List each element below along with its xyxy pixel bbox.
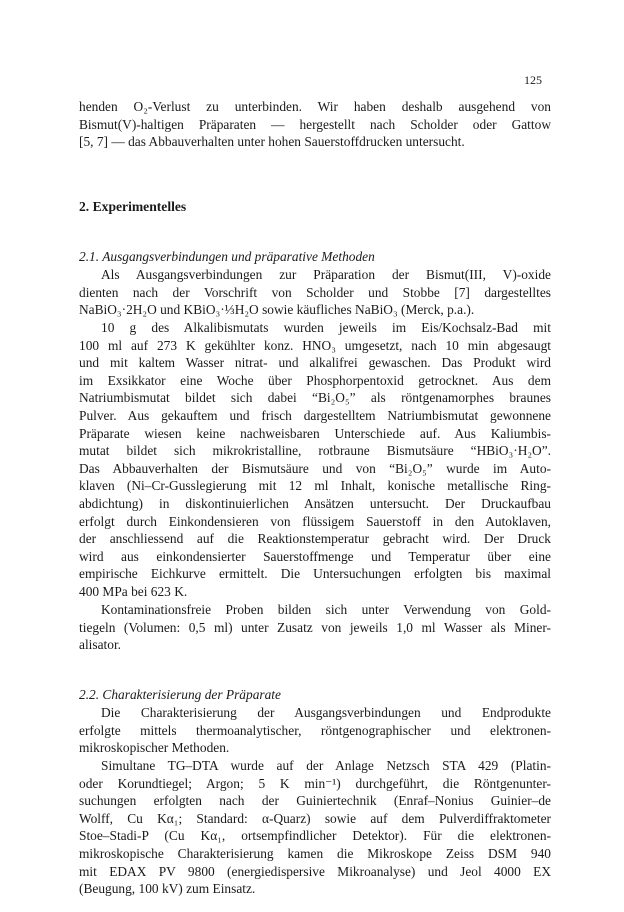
text-line: Wolff, Cu Kα₁; Standard: α-Quarz) sowie auf dem Pulverdiffraktometer (79, 810, 551, 826)
text-line: klaven (Ni–Cr-Gusslegierung mit 12 ml Inhalt, konische metallische Ring- (79, 478, 551, 494)
text-line: Stoe–Stadi-P (Cu Kα₁, ortsempfindlicher Detektor). Für die elektronen- (79, 828, 551, 844)
text-line: NaBiO₃·2H₂O und KBiO₃·⅓H₂O sowie käufliches NaBiO₃ (Merck, p.a.). (79, 302, 475, 318)
text-line: tiegeln (Volumen: 0,5 ml) unter Zusatz von jeweils 1,0 ml Wasser als Miner- (79, 619, 551, 635)
text-line: wird aus einkondensierter Sauerstoffmenge und Temperatur über eine (79, 548, 551, 564)
text-line: 100 ml auf 273 K gekühlter konz. HNO₃ umgesetzt, nach 10 min abgesaugt (79, 337, 551, 353)
text-line: Simultane TG–DTA wurde auf der Anlage Netzsch STA 429 (Platin- (101, 758, 551, 773)
text-line: und mit kaltem Wasser nitrat- und alkalifrei gewaschen. Das Produkt wird (79, 355, 551, 371)
subsection-heading: 2.1. Ausgangsverbindungen und präparative Methoden (79, 249, 375, 264)
text-line: im Exsikkator eine Woche über Phosphorpentoxid getrocknet. Aus dem (79, 372, 551, 388)
text-line: Bismut(V)-haltigen Präparaten — hergestellt nach Scholder oder Gattow (79, 116, 551, 132)
page-number: 125 (524, 73, 542, 87)
subsection-heading: 2.2. Charakterisierung der Präparate (79, 687, 281, 702)
text-line: erfolgt durch Einkondensieren von flüssigem Sauerstoff in den Autoklaven, (79, 513, 551, 529)
text-line: oder Korundtiegel; Argon; 5 K min⁻¹) durchgeführt, die Röntgenunter- (79, 775, 551, 791)
text-line: Pulver. Aus gekauftem und frisch dargestelltem Natriumbismutat gewonnene (79, 407, 551, 423)
intro-paragraph (79, 98, 551, 151)
text-line: mikroskopische Charakterisierung kamen die Mikroskope Zeiss DSM 940 (79, 845, 551, 861)
text-line: henden O₂-Verlust zu unterbinden. Wir haben deshalb ausgehend von (79, 99, 551, 114)
text-line: suchungen erfolgten nach der Guiniertechnik (Enraf–Nonius Guinier–de (79, 793, 551, 809)
text-line: erfolgte mittels thermoanalytischer, röntgenographischer und elektronen- (79, 722, 551, 738)
text-line: Präparate wiesen keine nachweisbaren Unterschiede auf. Aus Kaliumbis- (79, 425, 551, 441)
paragraph (79, 601, 551, 654)
text-line: Natriumbismutat bildet sich dabei “Bi₂O₅” als röntgenamorphes braunes (79, 390, 551, 406)
section-heading: 2. Experimentelles (79, 199, 187, 214)
text-line: dienten nach der Vorschrift von Scholder und Stobbe [7] dargestelltes (79, 284, 551, 300)
text-line: Kontaminationsfreie Proben bilden sich unter Verwendung von Gold- (101, 602, 551, 617)
text-line: Die Charakterisierung der Ausgangsverbindungen und Endprodukte (101, 705, 551, 720)
paragraph (79, 704, 551, 757)
text-line: mikroskopischer Methoden. (79, 740, 230, 756)
text-line: empirische Eichkurve ermittelt. Die Untersuchungen erfolgten bis maximal (79, 566, 551, 582)
text-line: [5, 7] — das Abbauverhalten unter hohen Sauerstoffdrucken untersucht. (79, 134, 465, 150)
text-line: Das Abbauverhalten der Bismutsäure und von “Bi₂O₅” wurde im Auto- (79, 460, 551, 476)
text-line: alisator. (79, 637, 122, 653)
text-line: mit EDAX PV 9800 (energiedispersive Mikroanalyse) und Jeol 4000 EX (79, 863, 551, 879)
text-line: mutat bildet sich mikrokristalline, rotbraune Bismutsäure “HBiO₃·H₂O”. (79, 443, 551, 459)
paragraph (79, 319, 551, 601)
text-line: 400 MPa bei 623 K. (79, 583, 188, 599)
paragraph (79, 757, 551, 898)
text-line: der anschliessend auf die Reaktionstemperatur gebracht wird. Der Druck (79, 531, 551, 547)
text-line: 10 g des Alkalibismutats wurden jeweils im Eis/Kochsalz-Bad mit (101, 320, 551, 335)
text-line: abdichtung) in diskontinuierlichen Ansätzen untersucht. Der Druckaufbau (79, 495, 551, 511)
text-line: (Beugung, 100 kV) zum Einsatz. (79, 881, 256, 897)
text-line: Als Ausgangsverbindungen zur Präparation der Bismut(III, V)-oxide (101, 267, 551, 282)
paragraph (79, 266, 551, 319)
